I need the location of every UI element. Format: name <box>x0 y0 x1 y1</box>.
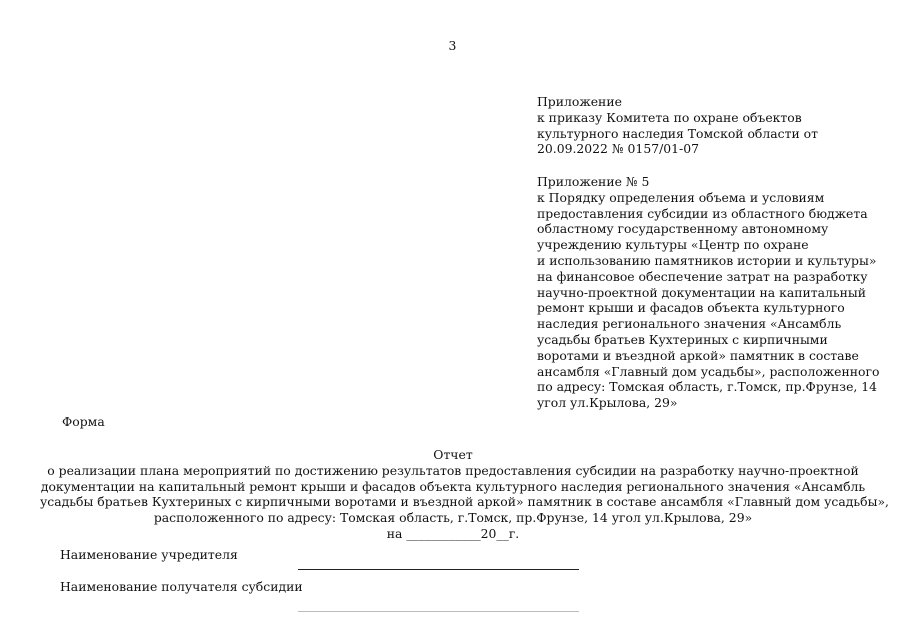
appendix-line: 20.09.2022 № 0157/01-07 <box>537 141 699 157</box>
appendix5-line: воротами и въездной аркой» памятник в составе <box>537 347 859 363</box>
founder-label: Наименование учредителя <box>60 547 238 562</box>
founder-underline <box>298 569 579 570</box>
report-date-line: на ____________20__г. <box>386 525 520 541</box>
appendix-line: культурного наследия Томской области от <box>537 125 818 141</box>
report-line: документации на капитальный ремонт крыши и фасадов объекта культурного наследия регионального значения «Ансамбль <box>40 478 866 494</box>
appendix5-line: по адресу: Томская область, г.Томск, пр.Фрунзе, 14 <box>537 379 878 395</box>
report-title: Отчет <box>433 447 473 462</box>
report-heading <box>40 447 889 542</box>
recipient-underline <box>298 611 579 612</box>
appendix-block <box>537 94 877 157</box>
appendix5-line: наследия регионального значения «Ансамбль <box>537 316 842 332</box>
appendix5-line: Приложение № 5 <box>537 174 650 189</box>
appendix5-line: предоставления субсидии из областного бюджета <box>537 205 868 221</box>
appendix5-line: на финансовое обеспечение затрат на разработку <box>537 268 868 284</box>
appendix5-line: ремонт крыши и фасадов объекта культурного <box>537 300 845 316</box>
appendix5-line: к Порядку определения объема и условиям <box>537 189 825 205</box>
form-label: Форма <box>62 414 105 429</box>
appendix5-line: угол ул.Крылова, 29» <box>537 395 678 411</box>
appendix5-line: учреждению культуры «Центр по охране <box>537 237 809 253</box>
appendix5-line: усадьбы братьев Кухтериных с кирпичными <box>537 331 828 347</box>
page-number: 3 <box>448 38 457 53</box>
appendix-line: Приложение <box>537 94 622 109</box>
appendix5-block <box>537 174 880 411</box>
report-line: усадьбы братьев Кухтериных с кирпичными воротами и въездной аркой» памятник в составе ансамбля «Главный дом усадьбы», <box>40 494 889 510</box>
recipient-label: Наименование получателя субсидии <box>60 579 303 594</box>
appendix5-line: ансамбля «Главный дом усадьбы», расположенного <box>537 363 880 379</box>
appendix-line: к приказу Комитета по охране объектов <box>537 109 802 125</box>
appendix5-line: и использованию памятников истории и культуры» <box>537 252 877 268</box>
appendix5-line: научно-проектной документации на капитальный <box>537 284 867 300</box>
report-line: о реализации плана мероприятий по достижению результатов предоставления субсидии на разработку научно-проектной <box>47 462 859 478</box>
appendix5-line: областному государственному автономному <box>537 221 829 237</box>
report-line: расположенного по адресу: Томская область, г.Томск, пр.Фрунзе, 14 угол ул.Крылова, 29» <box>153 510 753 526</box>
